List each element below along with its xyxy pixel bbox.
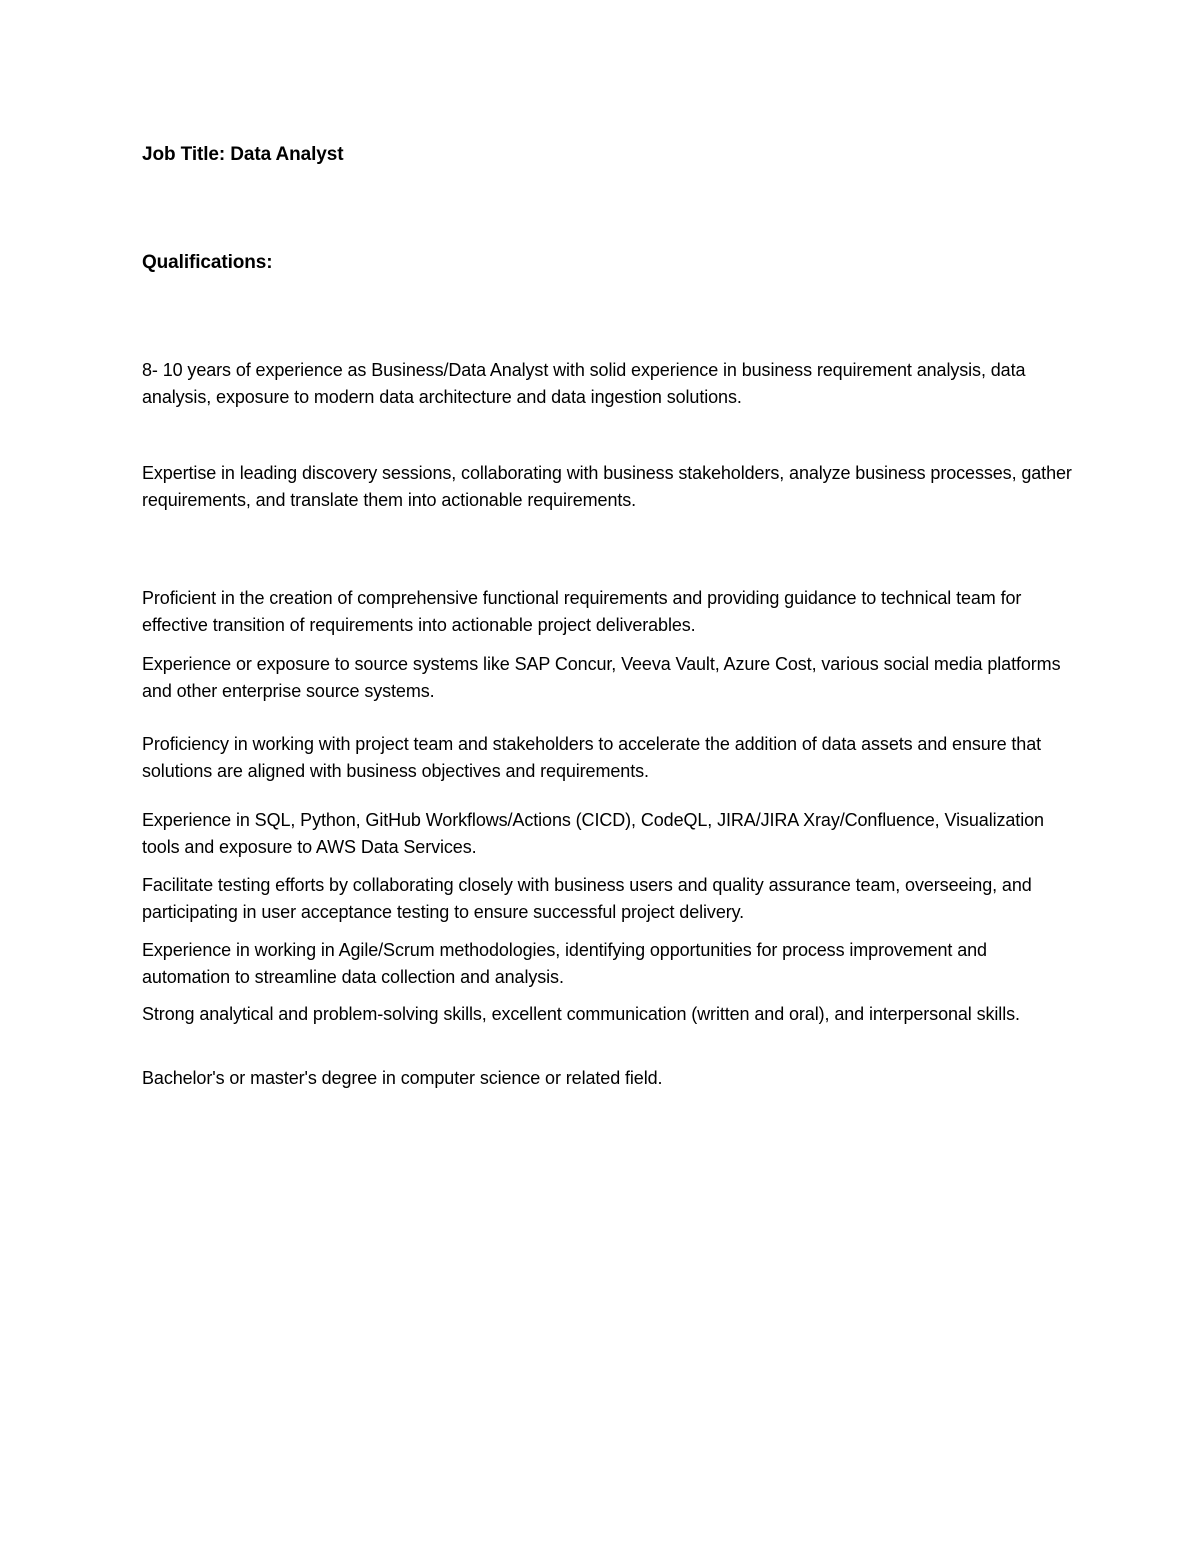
qualification-paragraph: Expertise in leading discovery sessions, collaborating with business stakeholders, analyze business processes, gather requirements, and translate them into actionable requirements. xyxy=(142,463,1072,510)
qualifications-heading: Qualifications: xyxy=(142,252,273,273)
qualification-paragraph: Bachelor's or master's degree in computer science or related field. xyxy=(142,1068,663,1088)
qualification-paragraph: Experience in working in Agile/Scrum methodologies, identifying opportunities for process improvement and automation to streamline data collection and analysis. xyxy=(142,940,987,987)
qualification-paragraph: Strong analytical and problem-solving skills, excellent communication (written and oral), and interpersonal skills. xyxy=(142,1004,1020,1024)
job-title: Job Title: Data Analyst xyxy=(142,144,344,165)
qualification-paragraph: Experience in SQL, Python, GitHub Workflows/Actions (CICD), CodeQL, JIRA/JIRA Xray/Confluence, Visualization tools and exposure to AWS Data Services. xyxy=(142,810,1044,857)
qualification-paragraph: Facilitate testing efforts by collaborating closely with business users and quality assurance team, overseeing, and participating in user acceptance testing to ensure successful project delivery. xyxy=(142,875,1032,922)
qualification-paragraph: Proficient in the creation of comprehensive functional requirements and providing guidance to technical team for effective transition of requirements into actionable project deliverables. xyxy=(142,588,1022,635)
qualification-paragraph: 8- 10 years of experience as Business/Data Analyst with solid experience in business requirement analysis, data analysis, exposure to modern data architecture and data ingestion solutions. xyxy=(142,360,1026,407)
qualification-paragraph: Experience or exposure to source systems like SAP Concur, Veeva Vault, Azure Cost, various social media platforms and other enterprise source systems. xyxy=(142,654,1061,701)
qualification-paragraph: Proficiency in working with project team and stakeholders to accelerate the addition of data assets and ensure that solutions are aligned with business objectives and requirements. xyxy=(142,734,1042,781)
